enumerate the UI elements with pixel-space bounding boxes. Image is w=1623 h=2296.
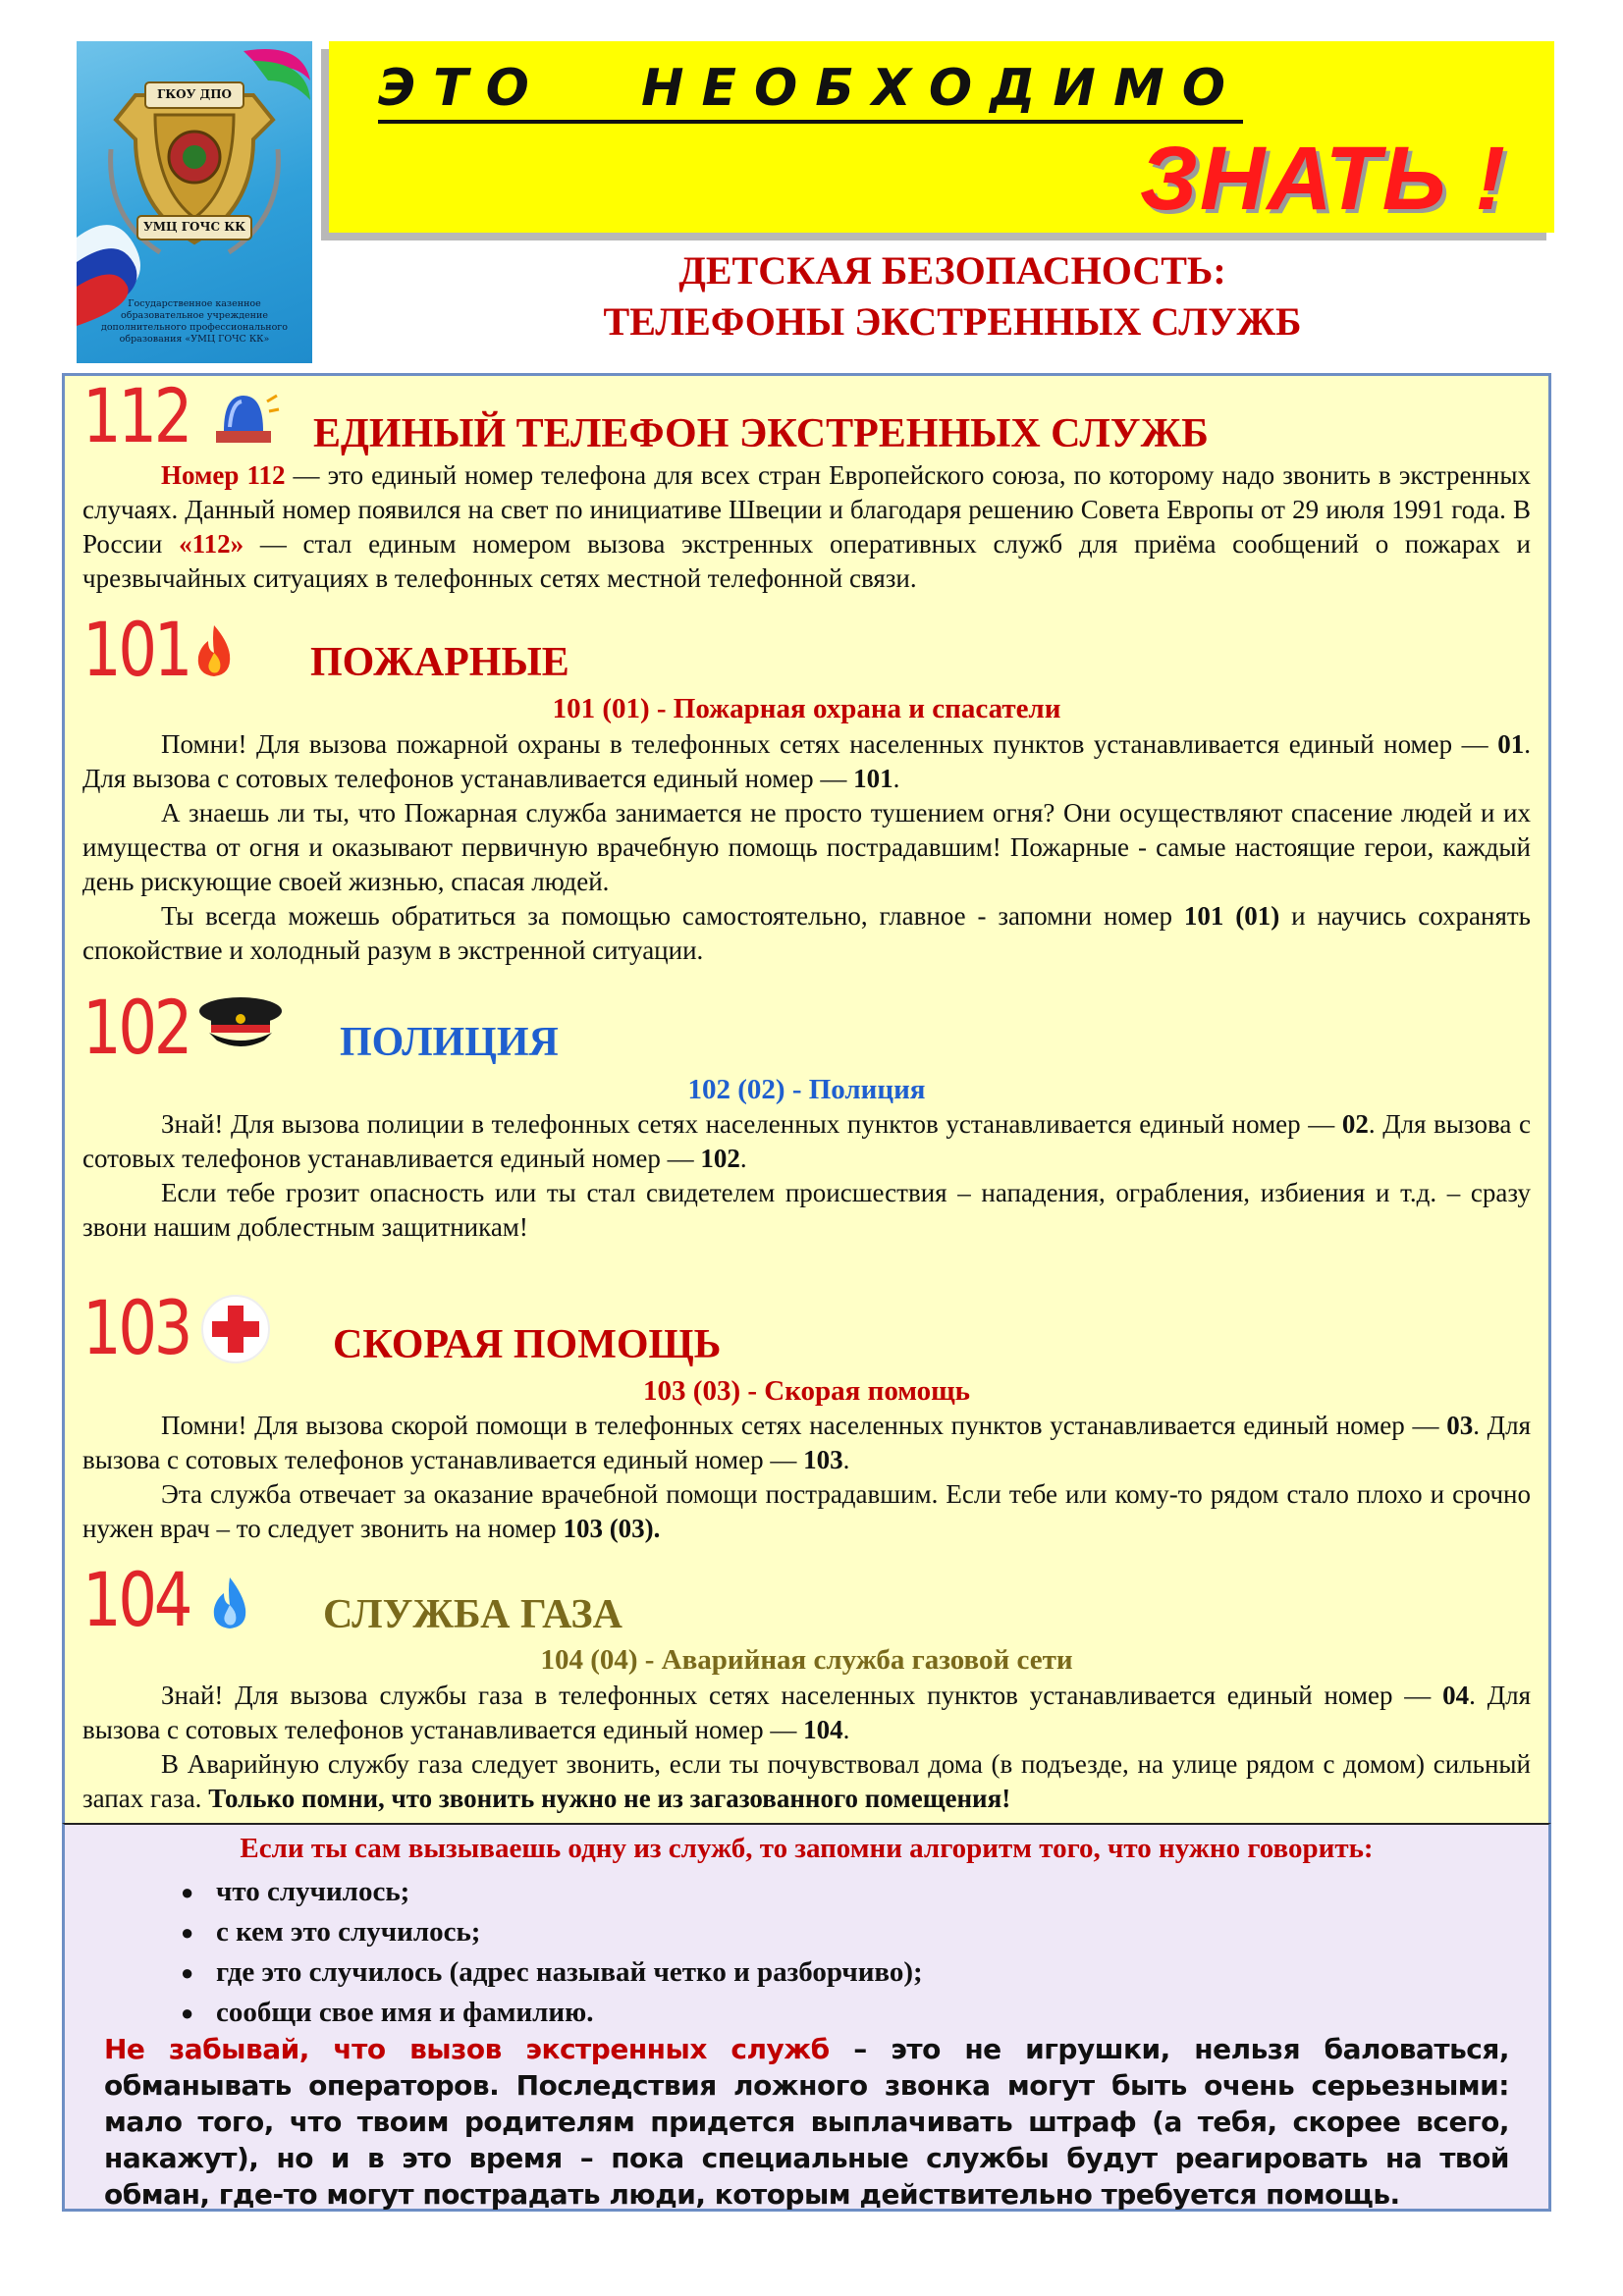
paragraph-101-2: А знаешь ли ты, что Пожарная служба занимается не просто тушением огня? Они осуществляют спасение людей и их имущества от огня и оказывают первичную врачебную помощь пострадавшим! Пожарные - самые настоящие герои, каждый день рискующие своей жизнью, спасая людей. [82, 798, 1531, 896]
emblem-ribbon-bottom-text: УМЦ ГОЧС КК [142, 220, 246, 234]
organization-emblem [77, 41, 312, 363]
list-item: ● сообщи свое имя и фамилию. [181, 1993, 923, 2033]
paragraph-104-1 [82, 1679, 1531, 1747]
paragraph-101-3 [82, 899, 1531, 968]
calling-algorithm-panel [62, 1823, 1551, 2212]
paragraph-104-2 [82, 1747, 1531, 1816]
text-104-p1c: . Для вызова с сотовых телефонов устанавливается единый номер — [82, 1681, 1532, 1744]
heading-102: ПОЛИЦИЯ [340, 1020, 559, 1065]
gas-flame-icon [210, 1575, 249, 1630]
text-102-p1e: . [739, 1144, 747, 1173]
text-102-p1d: 102 [700, 1144, 740, 1173]
text-104-p1a: Знай! Для вызова службы газа в телефонных сетях населенных пунктов устанавливается единый номер — [161, 1681, 1443, 1710]
text-103-p1b: 03 [1446, 1411, 1474, 1440]
subheading-103: 103 (03) - Скорая помощь [643, 1375, 970, 1407]
siren-icon [210, 388, 281, 449]
medical-cross-icon [198, 1292, 273, 1366]
number-102: 102 [82, 984, 190, 1071]
subheading-104: 104 (04) - Аварийная служба газовой сети [540, 1644, 1073, 1676]
number-103: 103 [82, 1284, 190, 1371]
warning-lead: Не забывай, что вызов экстренных служб [104, 2033, 830, 2065]
text-103-p2a: Эта служба отвечает за оказание врачебной помощи пострадавшим. Если тебе или кому-то рядом стало плохо и срочно нужен врач – то следует звонить на номер [82, 1479, 1531, 1543]
text-104-p1e: . [842, 1715, 850, 1744]
text-102-p1c: . Для вызова с сотовых телефонов устанавливается единый номер — [82, 1109, 1531, 1173]
emblem-caption: Государственное казенное образовательное учреждение дополнительного профессионального образования «УМЦ ГОЧС КК» [100, 298, 288, 345]
algorithm-list [181, 1872, 923, 2033]
warning-text: – это не игрушки, нельзя баловаться, обманывать операторов. Последствия ложного звонка могут быть очень серьезными: мало того, что твоим родителям придется выплачивать штраф (а тебя, скорее всего, накажут), но и в это время – пока специальные службы будут реагировать на твой обман, где-то могут пострадать люди, которым действительно требуется помощь. [104, 2033, 1510, 2211]
text-103-p1c: . Для вызова с сотовых телефонов устанавливается единый номер — [82, 1411, 1531, 1474]
lead-112: Номер 112 [161, 460, 286, 490]
text-103-p1e: . [842, 1445, 850, 1474]
warning-paragraph [104, 2031, 1509, 2213]
text-102-p1b: 02 [1341, 1109, 1369, 1139]
section-103 [82, 1284, 1531, 1543]
list-item: ● что случилось; [181, 1872, 923, 1912]
text-104-p2a: В Аварийную службу газа следует звонить, если ты почувствовал дома (в подъезде, на улице рядом с домом) сильный запах газа. [82, 1749, 1531, 1813]
section-112 [82, 372, 1531, 593]
paragraph-102-2: Если тебе грозит опасность или ты стал свидетелем происшествия – нападения, ограбления, избиения и т.д. – сразу звони нашим доблестным защитникам! [82, 1178, 1531, 1242]
algorithm-heading: Если ты сам вызываешь одну из служб, то запомни алгоритм того, что нужно говорить: [240, 1833, 1374, 1864]
text-103-p2b: 103 (03). [563, 1514, 661, 1543]
text-101-p1d: 101 [853, 764, 893, 793]
text-101-p1b: 01 [1497, 729, 1525, 759]
heading-112: ЕДИНЫЙ ТЕЛЕФОН ЭКСТРЕННЫХ СЛУЖБ [313, 411, 1209, 456]
fire-icon [192, 623, 236, 678]
number-101: 101 [82, 606, 190, 693]
heading-101: ПОЖАРНЫЕ [310, 640, 569, 685]
list-item: ● где это случилось (адрес называй четко и разборчиво); [181, 1952, 923, 1993]
section-101 [82, 606, 1532, 965]
paragraph-103-2 [82, 1477, 1531, 1546]
text-112-part1: — это единый номер телефона для всех стран Европейского союза, по которому надо звонить в экстренных случаях. Данный номер появился на свет по инициативе Швеции и благодаря решению Совета Европы от 29 июля 1991 года. В России [82, 460, 1531, 559]
heading-103: СКОРАЯ ПОМОЩЬ [333, 1322, 722, 1367]
paragraph-101-1 [82, 727, 1531, 796]
text-104-p1b: 04 [1442, 1681, 1470, 1710]
paragraph-112 [82, 458, 1531, 596]
text-101-p3b: 101 (01) [1183, 901, 1280, 931]
text-103-p1d: 103 [803, 1445, 843, 1474]
subheading-101: 101 (01) - Пожарная охрана и спасатели [552, 693, 1061, 724]
text-101-p3a: Ты всегда можешь обратиться за помощью самостоятельно, главное - запомни номер [161, 901, 1184, 931]
text-102-p1a: Знай! Для вызова полиции в телефонных сетях населенных пунктов устанавливается единый номер — [161, 1109, 1342, 1139]
heading-104: СЛУЖБА ГАЗА [323, 1592, 622, 1637]
subtitle-line-2: ТЕЛЕФОНЫ ЭКСТРЕННЫХ СЛУЖБ [603, 299, 1302, 344]
text-101-p3c: и научись сохранять спокойствие и холодный разум в экстренной ситуации. [82, 901, 1532, 965]
page-subtitle [314, 245, 1591, 347]
emergency-numbers-panel [62, 373, 1551, 1826]
paragraph-102-1 [82, 1107, 1531, 1176]
subheading-102: 102 (02) - Полиция [687, 1074, 926, 1105]
banner-main-text: ЗНАТЬ ! [1139, 129, 1507, 229]
text-104-p2b: Только помни, что звонить нужно не из загазованного помещения! [208, 1784, 1011, 1813]
text-101-p1c: . Для вызова с сотовых телефонов устанавливается единый номер — [82, 729, 1531, 793]
number-112: 112 [82, 372, 190, 459]
banner-top-text: ЭТО НЕОБХОДИМО [378, 59, 1243, 124]
section-104 [82, 1556, 1532, 1824]
headline-banner [329, 41, 1554, 233]
number-104: 104 [82, 1556, 190, 1643]
police-cap-icon [195, 991, 286, 1052]
section-102 [82, 984, 1531, 1245]
text-104-p1d: 104 [803, 1715, 843, 1744]
subtitle-line-1: ДЕТСКАЯ БЕЗОПАСНОСТЬ: [678, 248, 1226, 293]
text-101-p1e: . [893, 764, 900, 793]
quote-112: «112» [179, 529, 244, 559]
text-112-part2: — стал единым номером вызова экстренных оперативных служб для приёма сообщений о пожарах и чрезвычайных ситуациях в телефонных сетях местной телефонной связи. [82, 529, 1531, 593]
text-103-p1a: Помни! Для вызова скорой помощи в телефонных сетях населенных пунктов устанавливается единый номер — [161, 1411, 1447, 1440]
list-item: ● с кем это случилось; [181, 1912, 923, 1952]
paragraph-103-1 [82, 1409, 1531, 1477]
text-101-p1a: Помни! Для вызова пожарной охраны в телефонных сетях населенных пунктов устанавливается единый номер — [161, 729, 1498, 759]
emblem-ribbon-top-text: ГКОУ ДПО [156, 87, 233, 101]
